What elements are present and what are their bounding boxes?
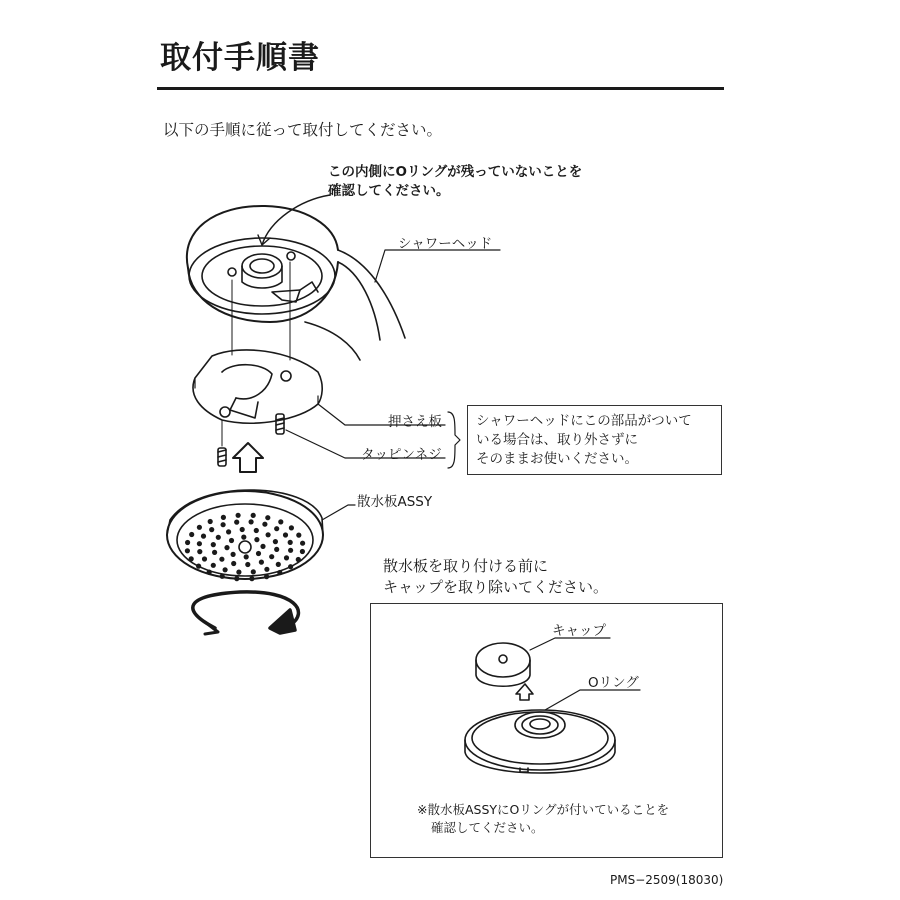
spray-hole [274,547,279,552]
spray-hole [197,541,202,546]
spray-hole [189,532,194,537]
spray-hole [211,563,216,568]
spray-hole [219,557,224,562]
spray-hole [197,525,202,530]
spray-hole [221,522,226,527]
holder-plate-label: 押さえ板 [388,414,442,430]
spray-hole [231,552,236,557]
o-ring-warning-line1: この内側にOリングが残っていないことを [328,164,583,180]
note-line1: シャワーヘッドにこの部品がついて [476,413,692,429]
spray-hole [256,551,261,556]
spray-hole [277,570,282,575]
spray-hole [229,538,234,543]
up-arrow-icon [233,443,263,472]
spray-hole [249,576,254,581]
spray-hole [283,532,288,537]
note-line3: そのままお使いください。 [476,451,638,467]
spray-hole [251,513,256,518]
spray-hole [211,542,216,547]
spray-hole [185,540,190,545]
spray-holes [185,513,305,582]
spray-hole [236,513,241,518]
note-line2: いる場合は、取り外さずに [476,432,638,448]
cap-label: キャップ [552,623,606,639]
spray-hole [208,519,213,524]
o-ring-label: Oリング [588,675,639,691]
cap-instruction-line2: キャップを取り除いてください。 [383,578,609,596]
spray-plate-assy-label: 散水板ASSY [357,494,433,510]
spray-hole [296,533,301,538]
spray-hole [202,556,207,561]
spray-hole [201,534,206,539]
spray-hole [220,574,225,579]
spray-hole [274,526,279,531]
cap-instruction [383,556,608,598]
spray-hole [189,556,194,561]
page-title: 取付手順書 [160,40,320,76]
rotate-arrow-icon [193,592,299,634]
spray-hole [234,576,239,581]
shower-head-leader [375,250,500,282]
spray-hole [276,562,281,567]
intro-text: 以下の手順に従って取付してください。 [163,121,443,139]
spray-hole [288,564,293,569]
spray-hole [251,569,256,574]
spray-hole [216,535,221,540]
shower-head-label: シャワーヘッド [398,236,493,252]
spray-hole [259,560,264,565]
spray-hole [185,548,190,553]
o-ring-warning-line2: 確認してください。 [328,183,450,199]
spray-hole [240,527,245,532]
document-code: PMS−2509(18030) [610,873,724,887]
footnote-line1: ※散水板ASSYにOリングが付いていることを [417,802,670,817]
spray-hole [241,535,246,540]
spray-hole [207,570,212,575]
spray-hole [264,567,269,572]
spray-hole [262,522,267,527]
holder-plate-illustration [193,350,322,423]
spray-hole [197,549,202,554]
spray-hole [254,537,259,542]
spray-hole [260,544,265,549]
spray-hole [234,520,239,525]
spray-hole [284,555,289,560]
spray-hole [224,545,229,550]
spray-hole [289,525,294,530]
spray-hole [288,540,293,545]
spray-hole [223,567,228,572]
note-box [467,405,722,475]
spray-hole [249,519,254,524]
spray-hole [273,539,278,544]
spray-hole [236,570,241,575]
spray-hole [264,574,269,579]
spray-hole [269,554,274,559]
spray-hole [265,515,270,520]
spray-hole [212,550,217,555]
spray-hole [300,541,305,546]
spray-hole [244,554,249,559]
spray-hole [288,548,293,553]
spray-hole [245,562,250,567]
footnote-line2: 確認してください。 [431,820,544,835]
spray-hole [300,549,305,554]
spray-hole [226,529,231,534]
spray-hole [221,515,226,520]
spray-hole [196,564,201,569]
footnote [417,801,669,837]
spray-hole [209,527,214,532]
shower-head-illustration [187,195,405,360]
spray-hole [254,528,259,533]
spray-hole [231,561,236,566]
spray-hole [266,532,271,537]
cap-instruction-line1: 散水板を取り付ける前に [383,557,549,575]
spray-hole [278,519,283,524]
tapping-screw-label: タッピンネジ [361,447,442,463]
spray-hole [296,557,301,562]
